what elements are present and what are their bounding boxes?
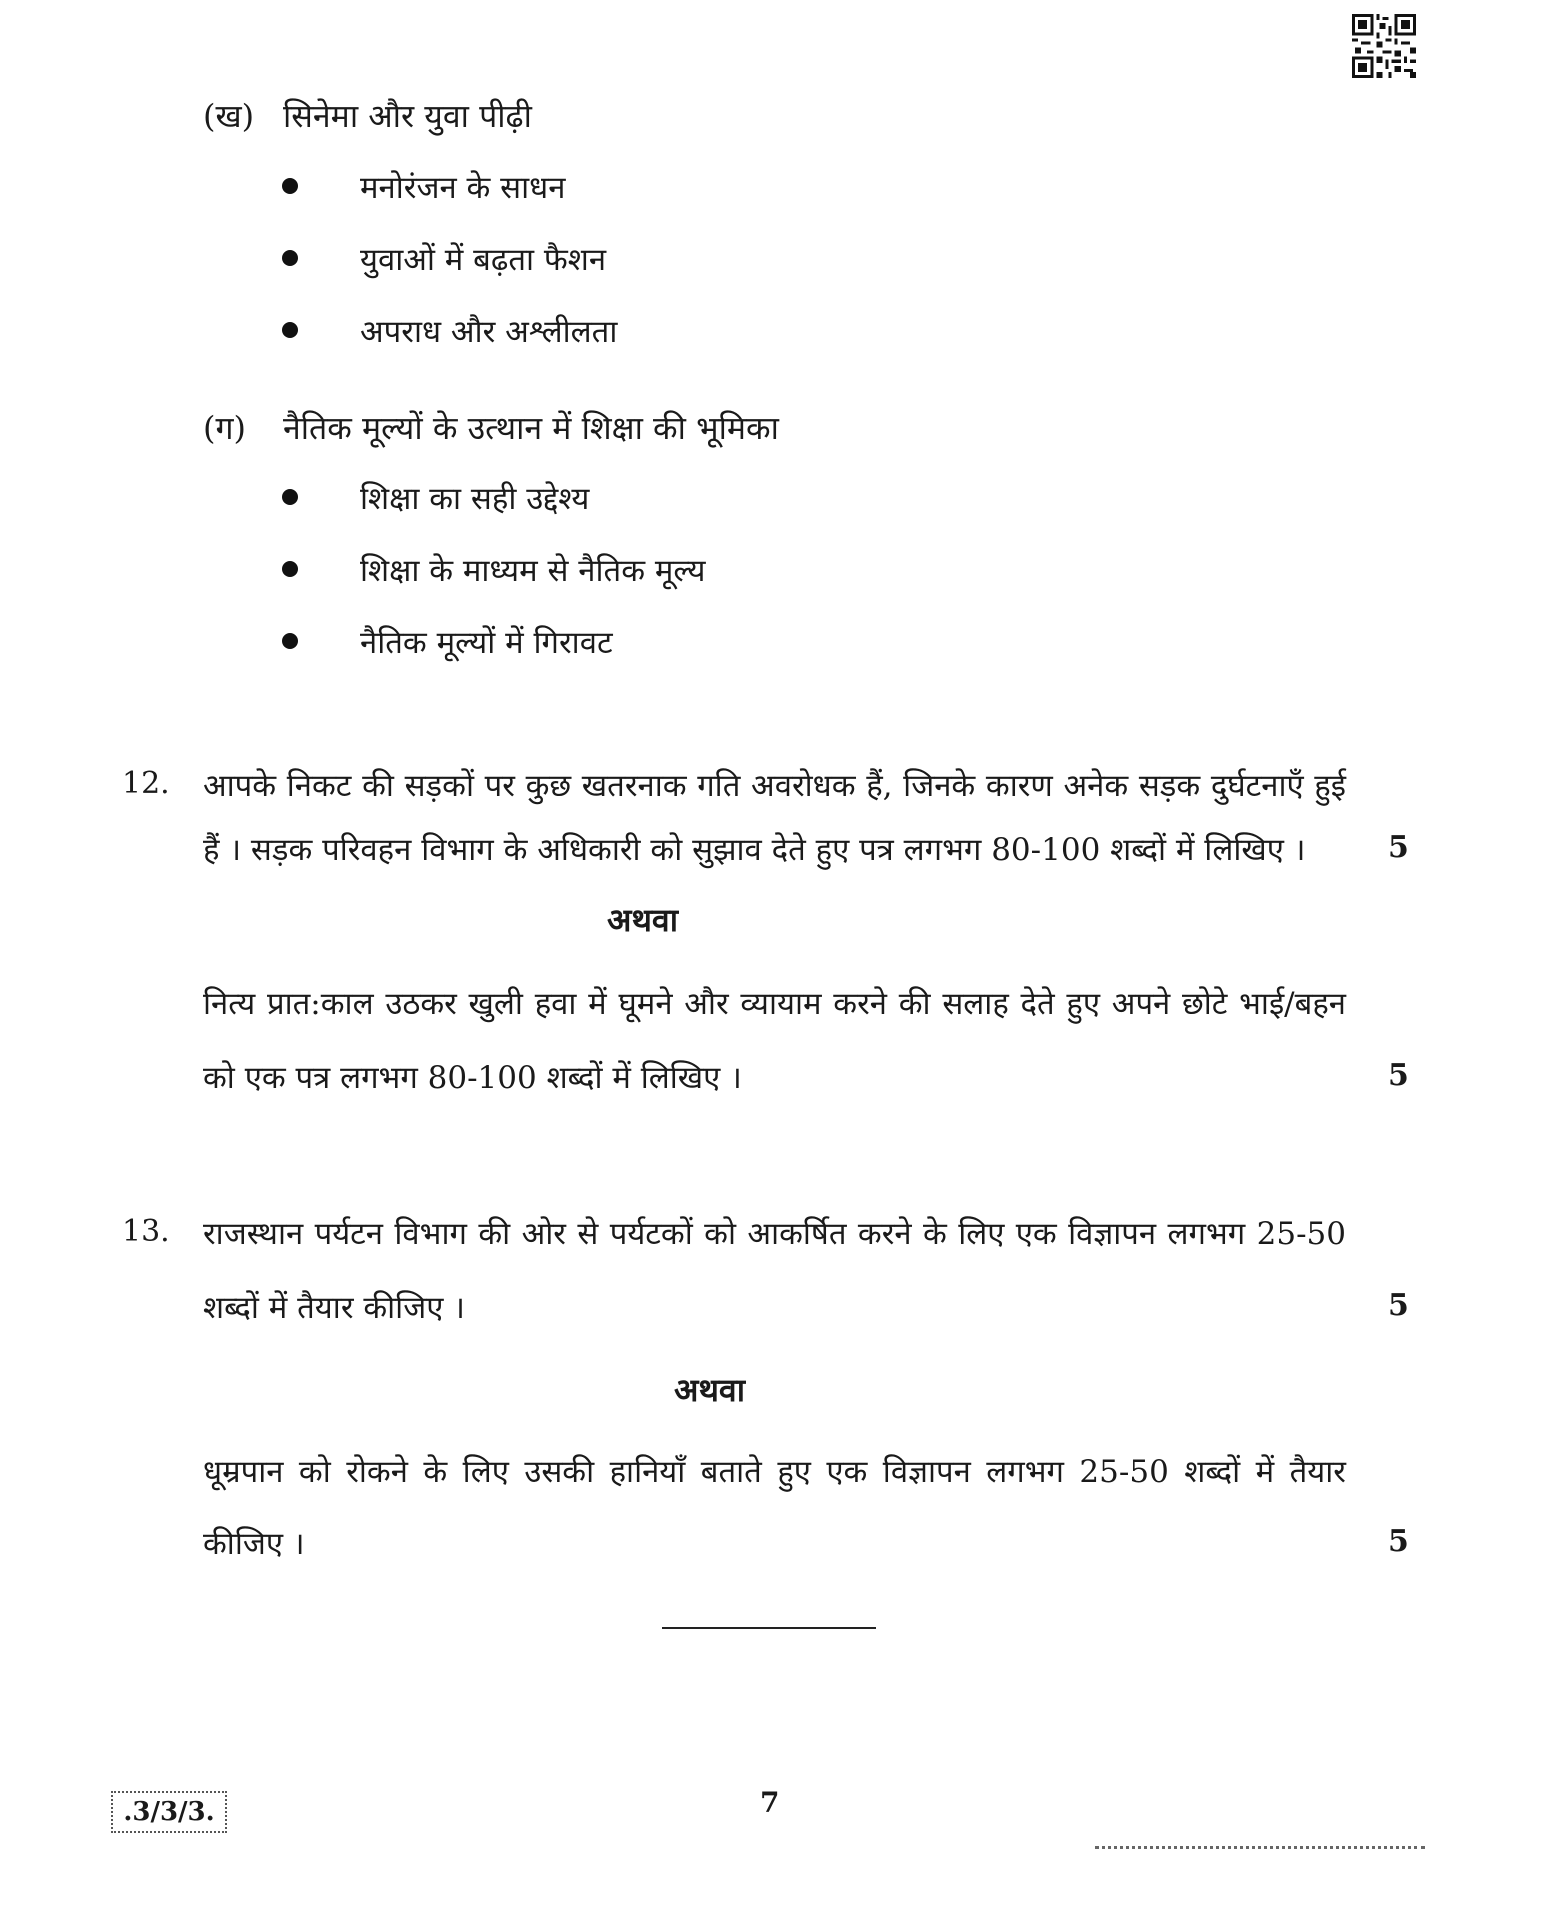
question-12-line-2: हैं । सड़क परिवहन विभाग के अधिकारी को सुझाव देते हुए पत्र लगभग 80-100 शब्दों में लिखिए ।	[203, 832, 1306, 868]
qr-code-icon	[1352, 14, 1416, 78]
exam-page: (ख) सिनेमा और युवा पीढ़ी मनोरंजन के साधन युवाओं में बढ़ता फैशन अपराध और अश्लीलता (ग) नैतिक मूल्यों के उत्थान में शिक्षा की भूमिका शिक्षा का सही उद्देश्य शिक्षा के माध्यम से नैतिक मूल्य नैतिक मूल्यों में गिरावट 12. आपके निकट की सड़कों पर कुछ खतरनाक गति अवरोधक हैं, जिनके कारण अनेक सड़क दुर्घटनाएँ हुई हैं । सड़क परिवहन विभाग के अधिकारी को सुझाव देते हुए पत्र लगभग 80-100 शब्दों में लिखिए । 5 अथवा नित्य प्रात:काल उठकर खुली हवा में घूमने और व्यायाम करने की सलाह देते हुए अपने छोटे भाई/बहन को एक पत्र लगभग 80-100 शब्दों में लिखिए । 5 13. राजस्थान पर्यटन विभाग की ओर से पर्यटकों को आकर्षित करने के लिए एक विज्ञापन लगभग 25-50 शब्दों में तैयार कीजिए । 5 अथवा धूम्रपान को रोकने के लिए उसकी हानियाँ बताते हुए एक विज्ञापन लगभग 25-50 शब्दों में तैयार कीजिए । 5 .3/3/3. 7	[0, 0, 1547, 1914]
paper-code: .3/3/3.	[111, 1791, 227, 1833]
question-12-alt-marks: 5	[1388, 1058, 1409, 1093]
section-b-marker: (ख)	[203, 97, 255, 135]
question-13-line-1: राजस्थान पर्यटन विभाग की ओर से पर्यटकों को आकर्षित करने के लिए एक विज्ञापन लगभग 25-50	[203, 1216, 1346, 1252]
section-c-marker: (ग)	[203, 409, 246, 447]
bullet-icon	[282, 322, 298, 338]
question-13-alt-marks: 5	[1388, 1524, 1409, 1559]
question-13-line-2: शब्दों में तैयार कीजिए ।	[203, 1290, 465, 1326]
bullet-icon	[282, 561, 298, 577]
bullet-icon	[282, 250, 298, 266]
bullet-icon	[282, 633, 298, 649]
question-13-number: 13.	[122, 1214, 170, 1249]
question-12-marks: 5	[1388, 830, 1409, 865]
bullet-icon	[282, 178, 298, 194]
end-rule	[662, 1627, 876, 1629]
question-13-alt-line-2: कीजिए ।	[203, 1526, 305, 1562]
question-13-or-label: अथवा	[674, 1371, 745, 1409]
section-c-title: नैतिक मूल्यों के उत्थान में शिक्षा की भूमिका	[283, 409, 779, 447]
question-13-marks: 5	[1388, 1288, 1409, 1323]
section-b-title: सिनेमा और युवा पीढ़ी	[283, 97, 532, 135]
question-13-alt-line-1: धूम्रपान को रोकने के लिए उसकी हानियाँ बताते हुए एक विज्ञापन लगभग 25-50 शब्दों में तैयार	[203, 1454, 1346, 1490]
question-12-line-1: आपके निकट की सड़कों पर कुछ खतरनाक गति अवरोधक हैं, जिनके कारण अनेक सड़क दुर्घटनाएँ हुई	[203, 768, 1346, 804]
question-12-number: 12.	[122, 766, 170, 801]
page-number: 7	[760, 1786, 780, 1819]
question-12-or-label: अथवा	[607, 901, 678, 939]
question-12-alt-line-2: को एक पत्र लगभग 80-100 शब्दों में लिखिए ।	[203, 1060, 742, 1096]
bullet-icon	[282, 489, 298, 505]
question-12-alt-line-1: नित्य प्रात:काल उठकर खुली हवा में घूमने और व्यायाम करने की सलाह देते हुए अपने छोटे भाई/बहन	[203, 986, 1346, 1022]
footer-divider	[1095, 1846, 1425, 1849]
